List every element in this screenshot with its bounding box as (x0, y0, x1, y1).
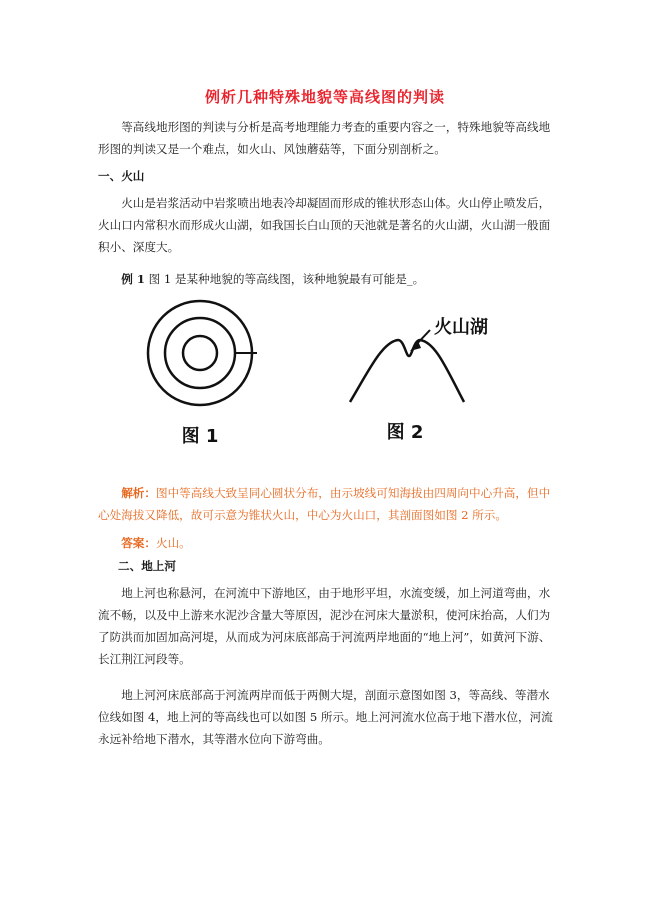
section-heading-volcano: 一、火山 (98, 169, 145, 183)
figure-2-caption: 图 2 (386, 422, 424, 443)
intro-paragraph: 等高线地形图的判读与分析是高考地理能力考查的重要内容之一，特殊地貌等高线地形图的判读又是一个难点，如火山、风蚀蘑菇等，下面分别剖析之。 (98, 120, 551, 156)
suspended-river-paragraph-1: 地上河也称悬河，在河流中下游地区，由于地形平坦，水流变缓，加上河道弯曲，水流不畅，以及中上游来水泥沙含量大等原因，泥沙在河床大量淤积，使河床抬高，人们为了防洪而加固加高河堤，从而成为河床底部高于河流两岸地面的“地上河”，如黄河下游、长江荆江河段等。 (98, 586, 551, 666)
figure-2-volcano-profile (340, 306, 520, 454)
analysis-paragraph (98, 482, 554, 526)
example-1 (98, 268, 554, 290)
figure-1-caption: 图 1 (181, 426, 219, 447)
answer-text: 火山。 (155, 536, 191, 550)
example-label: 例 1 (121, 272, 145, 286)
page-title: 例析几种特殊地貌等高线图的判读 (204, 88, 445, 106)
volcano-paragraph: 火山是岩浆活动中岩浆喷出地表冷却凝固而形成的锥状形态山体。火山停止喷发后，火山口内常积水而形成火山湖，如我国长白山顶的天池就是著名的火山湖，火山湖一般面积小、深度大。 (98, 196, 551, 254)
analysis-label: 解析： (121, 486, 156, 500)
figure-1-contour-map (128, 296, 278, 456)
analysis-text: 图中等高线大致呈同心圆状分布，由示坡线可知海拔由四周向中心升高，但中心处海拔又降低，故可示意为锥状火山，中心为火山口，其剖面图如图 2 所示。 (98, 486, 551, 522)
answer-paragraph (98, 532, 554, 554)
section-heading-suspended-river: 二、地上河 (118, 559, 176, 573)
answer-label: 答案： (121, 536, 156, 550)
example-text: 图 1 是某种地貌的等高线图，该种地貌最有可能是_。 (148, 272, 425, 286)
suspended-river-paragraph-2: 地上河河床底部高于河流两岸而低于两侧大堤，剖面示意图如图 3，等高线、等潜水位线如图 4，地上河的等高线也可以如图 5 所示。地上河河流水位高于地下潜水位，河流永远补给地下潜水，其等潜水位向下游弯曲。 (98, 688, 553, 746)
figure-2-label-volcano-lake: 火山湖 (434, 317, 488, 338)
